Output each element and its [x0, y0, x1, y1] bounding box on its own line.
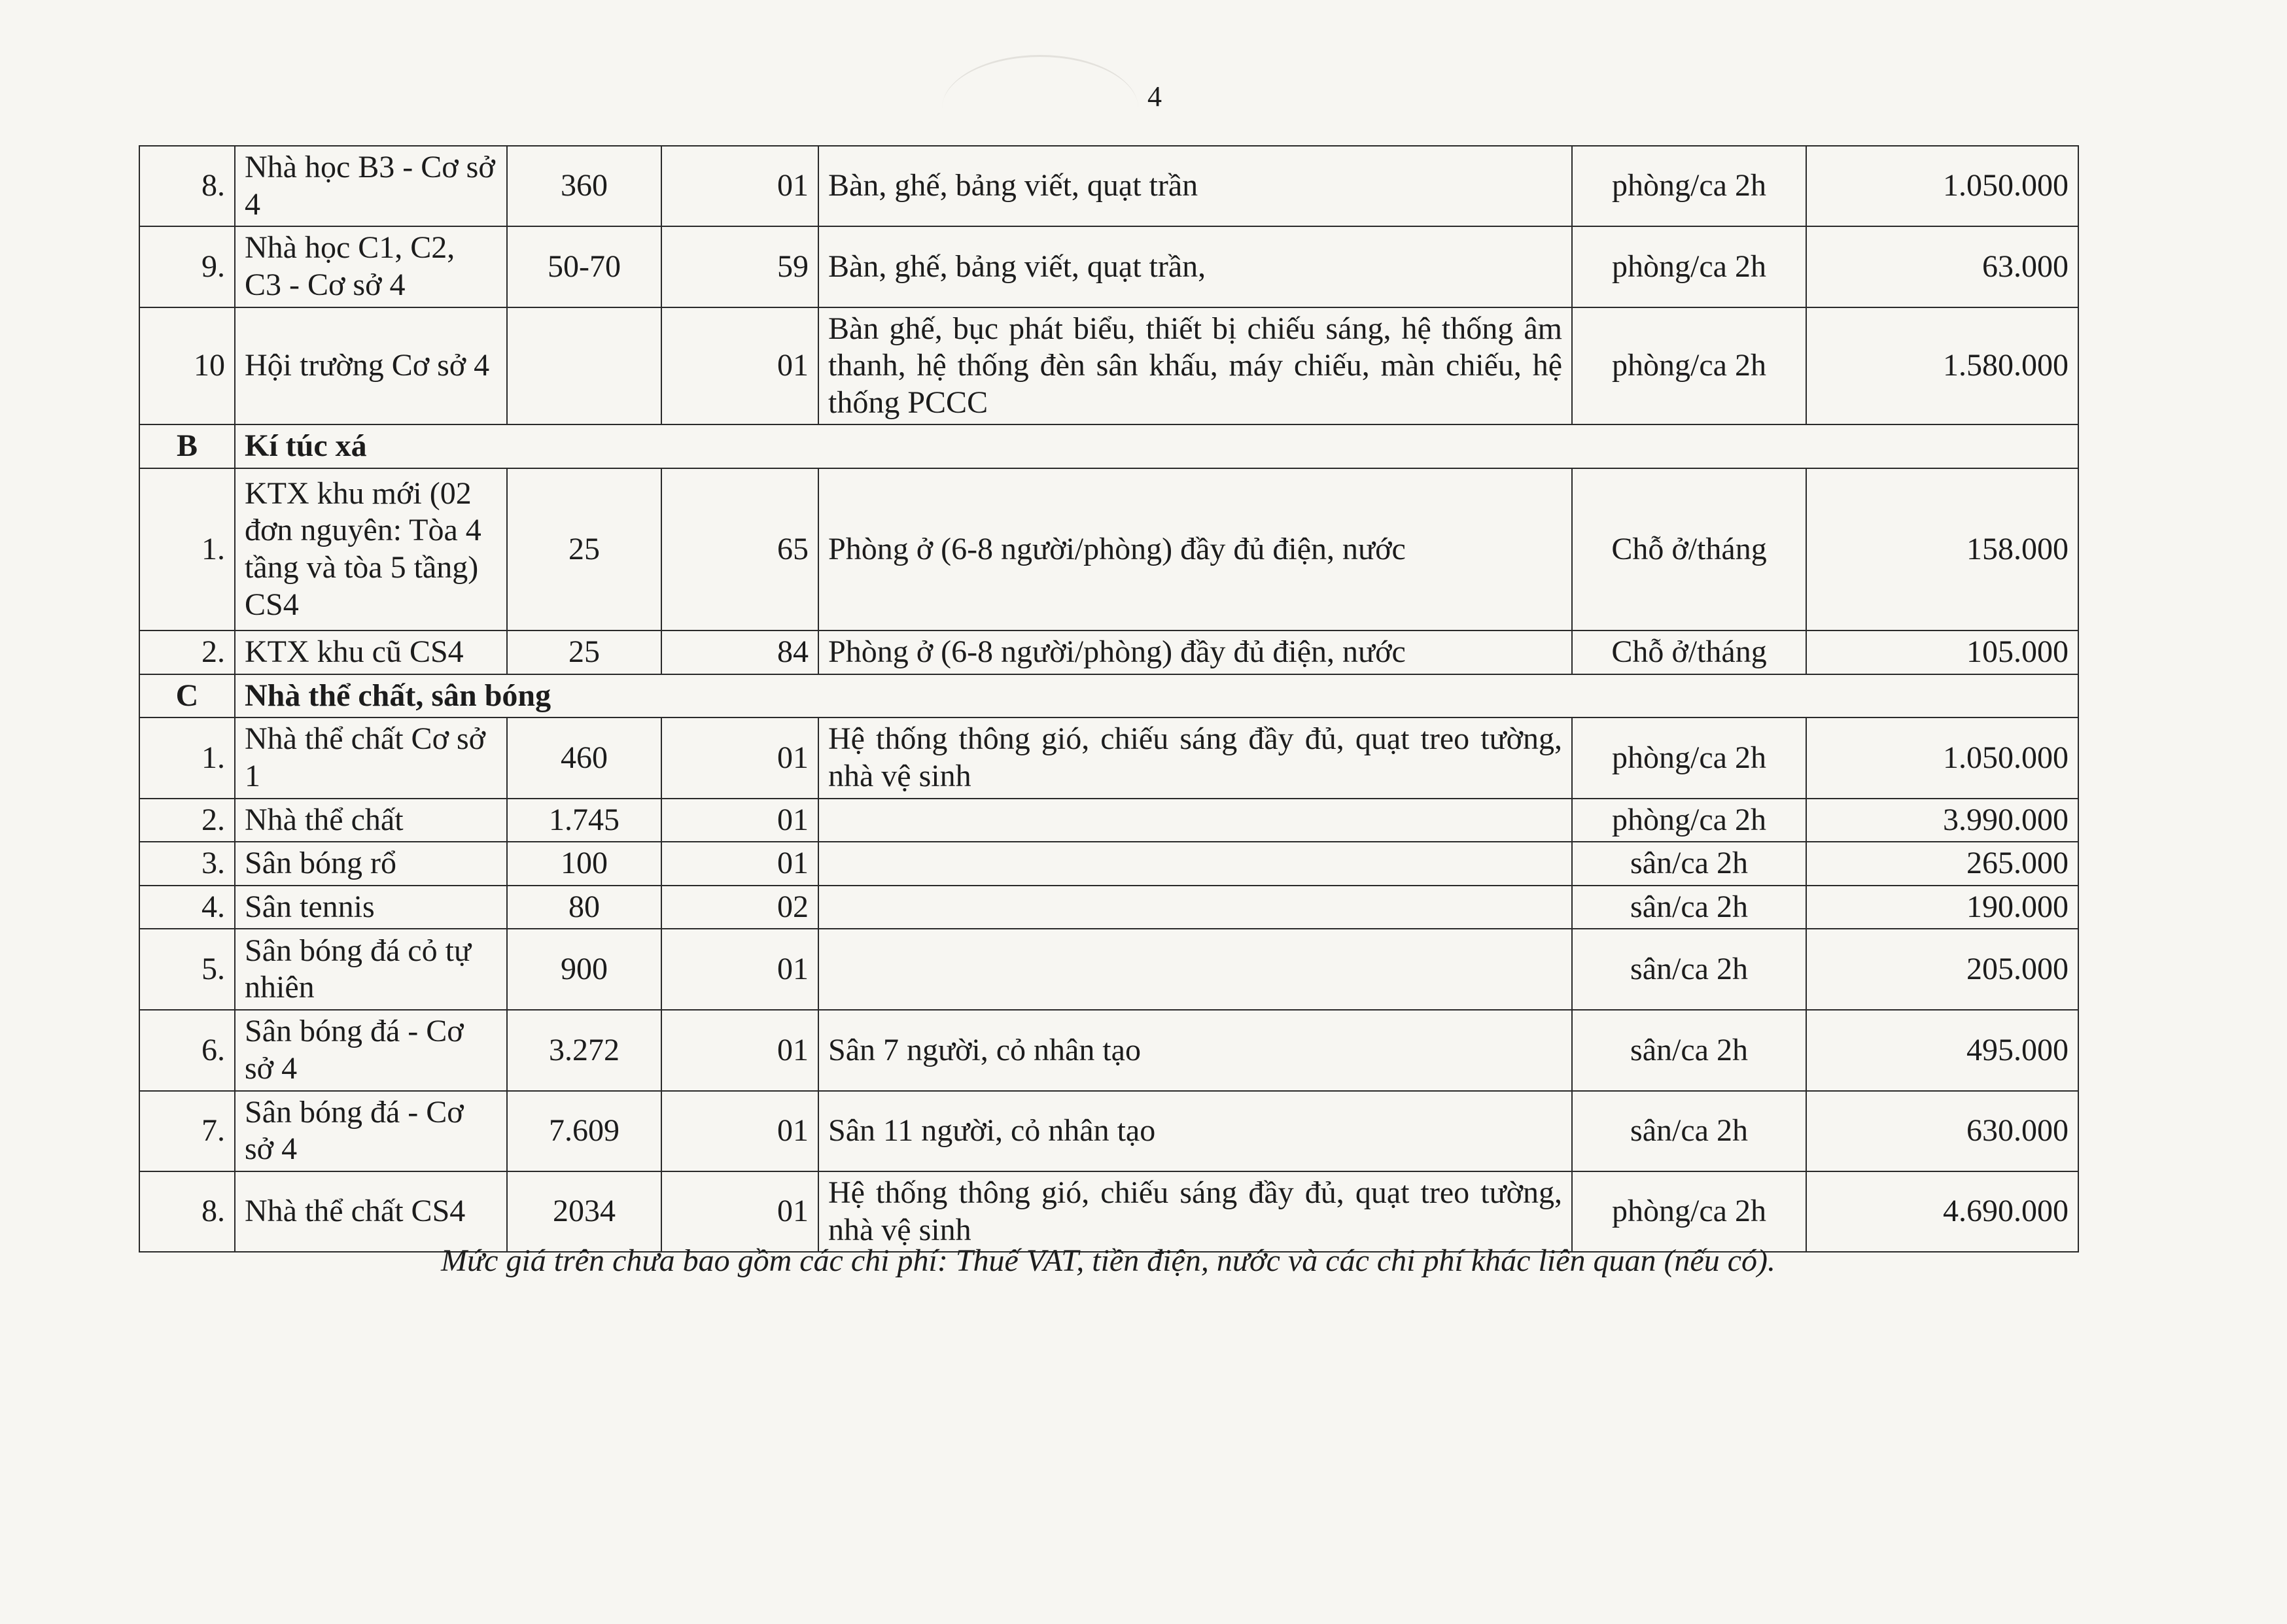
- price-value: 630.000: [1806, 1091, 2078, 1171]
- price-value: 158.000: [1806, 468, 2078, 631]
- quantity-value: 59: [661, 226, 818, 307]
- equipment-description: Bàn, ghế, bảng viết, quạt trần,: [818, 226, 1572, 307]
- unit-value: Chỗ ở/tháng: [1572, 468, 1806, 631]
- facility-name: KTX khu mới (02 đơn nguyên: Tòa 4 tầng và tòa 5 tầng) CS4: [235, 468, 507, 631]
- quantity-value: 01: [661, 307, 818, 425]
- unit-value: phòng/ca 2h: [1572, 717, 1806, 798]
- area-value: 25: [507, 468, 661, 631]
- area-value: 50-70: [507, 226, 661, 307]
- facility-name: Nhà học C1, C2, C3 - Cơ sở 4: [235, 226, 507, 307]
- table-row: [139, 1091, 2078, 1171]
- row-number: 3.: [139, 842, 235, 886]
- row-number: 8.: [139, 1171, 235, 1252]
- area-value: 25: [507, 631, 661, 674]
- row-number: 8.: [139, 146, 235, 226]
- facility-name: Hội trường Cơ sở 4: [235, 307, 507, 425]
- section-letter: B: [139, 424, 235, 468]
- quantity-value: 01: [661, 842, 818, 886]
- price-value: 4.690.000: [1806, 1171, 2078, 1252]
- row-number: 7.: [139, 1091, 235, 1171]
- price-value: 190.000: [1806, 886, 2078, 929]
- quantity-value: 02: [661, 886, 818, 929]
- equipment-description: Hệ thống thông gió, chiếu sáng đầy đủ, quạt treo tường, nhà vệ sinh: [818, 717, 1572, 798]
- facility-name: Nhà học B3 - Cơ sở 4: [235, 146, 507, 226]
- price-footnote: Mức giá trên chưa bao gồm các chi phí: Thuế VAT, tiền điện, nước và các chi phí khác liên quan (nếu có).: [440, 1243, 1776, 1278]
- unit-value: phòng/ca 2h: [1572, 146, 1806, 226]
- equipment-description: [818, 799, 1572, 842]
- facility-name: Sân bóng đá - Cơ sở 4: [235, 1010, 507, 1090]
- equipment-description: [818, 842, 1572, 886]
- row-number: 9.: [139, 226, 235, 307]
- quantity-value: 01: [661, 1171, 818, 1252]
- area-value: 80: [507, 886, 661, 929]
- facility-name: Sân bóng đá cỏ tự nhiên: [235, 929, 507, 1010]
- equipment-description: Hệ thống thông gió, chiếu sáng đầy đủ, quạt treo tường, nhà vệ sinh: [818, 1171, 1572, 1252]
- area-value: 2034: [507, 1171, 661, 1252]
- unit-value: phòng/ca 2h: [1572, 307, 1806, 425]
- area-value: 100: [507, 842, 661, 886]
- quantity-value: 01: [661, 1010, 818, 1090]
- quantity-value: 01: [661, 1091, 818, 1171]
- area-value: 900: [507, 929, 661, 1010]
- table-row: [139, 146, 2078, 226]
- area-value: 3.272: [507, 1010, 661, 1090]
- table-row: [139, 886, 2078, 929]
- unit-value: Chỗ ở/tháng: [1572, 631, 1806, 674]
- unit-value: phòng/ca 2h: [1572, 1171, 1806, 1252]
- table-body: [139, 146, 2078, 1252]
- table-row: [139, 631, 2078, 674]
- quantity-value: 84: [661, 631, 818, 674]
- row-number: 10: [139, 307, 235, 425]
- quantity-value: 01: [661, 929, 818, 1010]
- price-value: 1.580.000: [1806, 307, 2078, 425]
- price-value: 105.000: [1806, 631, 2078, 674]
- equipment-description: Sân 7 người, cỏ nhân tạo: [818, 1010, 1572, 1090]
- area-value: 360: [507, 146, 661, 226]
- unit-value: sân/ca 2h: [1572, 842, 1806, 886]
- price-value: 1.050.000: [1806, 146, 2078, 226]
- unit-value: sân/ca 2h: [1572, 1010, 1806, 1090]
- facility-fee-table: [139, 145, 2079, 1253]
- facility-name: Nhà thể chất CS4: [235, 1171, 507, 1252]
- row-number: 1.: [139, 717, 235, 798]
- section-letter: C: [139, 674, 235, 718]
- quantity-value: 65: [661, 468, 818, 631]
- equipment-description: Phòng ở (6-8 người/phòng) đầy đủ điện, nước: [818, 468, 1572, 631]
- equipment-description: Sân 11 người, cỏ nhân tạo: [818, 1091, 1572, 1171]
- area-value: [507, 307, 661, 425]
- section-title: Kí túc xá: [235, 424, 2078, 468]
- equipment-description: [818, 929, 1572, 1010]
- table-row: [139, 799, 2078, 842]
- table-row: [139, 1010, 2078, 1090]
- area-value: 1.745: [507, 799, 661, 842]
- price-value: 205.000: [1806, 929, 2078, 1010]
- table-row: [139, 929, 2078, 1010]
- table-row: [139, 468, 2078, 631]
- facility-name: Sân tennis: [235, 886, 507, 929]
- table-row: [139, 717, 2078, 798]
- equipment-description: Phòng ở (6-8 người/phòng) đầy đủ điện, nước: [818, 631, 1572, 674]
- section-header-row: [139, 674, 2078, 718]
- section-title: Nhà thể chất, sân bóng: [235, 674, 2078, 718]
- quantity-value: 01: [661, 799, 818, 842]
- equipment-description: Bàn ghế, bục phát biểu, thiết bị chiếu sáng, hệ thống âm thanh, hệ thống đèn sân khấu, máy chiếu, màn chiếu, hệ thống PCCC: [818, 307, 1572, 425]
- unit-value: sân/ca 2h: [1572, 1091, 1806, 1171]
- facility-name: Nhà thể chất Cơ sở 1: [235, 717, 507, 798]
- table-row: [139, 226, 2078, 307]
- price-value: 265.000: [1806, 842, 2078, 886]
- row-number: 5.: [139, 929, 235, 1010]
- page-number: 4: [1147, 80, 1162, 112]
- table-row: [139, 1171, 2078, 1252]
- facility-name: KTX khu cũ CS4: [235, 631, 507, 674]
- price-value: 1.050.000: [1806, 717, 2078, 798]
- unit-value: sân/ca 2h: [1572, 886, 1806, 929]
- row-number: 1.: [139, 468, 235, 631]
- area-value: 460: [507, 717, 661, 798]
- unit-value: phòng/ca 2h: [1572, 226, 1806, 307]
- price-value: 3.990.000: [1806, 799, 2078, 842]
- quantity-value: 01: [661, 146, 818, 226]
- table-row: [139, 307, 2078, 425]
- facility-name: Sân bóng đá - Cơ sở 4: [235, 1091, 507, 1171]
- equipment-description: Bàn, ghế, bảng viết, quạt trần: [818, 146, 1572, 226]
- row-number: 6.: [139, 1010, 235, 1090]
- equipment-description: [818, 886, 1572, 929]
- facility-name: Sân bóng rổ: [235, 842, 507, 886]
- quantity-value: 01: [661, 717, 818, 798]
- price-value: 495.000: [1806, 1010, 2078, 1090]
- section-header-row: [139, 424, 2078, 468]
- row-number: 2.: [139, 799, 235, 842]
- table-row: [139, 842, 2078, 886]
- area-value: 7.609: [507, 1091, 661, 1171]
- row-number: 2.: [139, 631, 235, 674]
- row-number: 4.: [139, 886, 235, 929]
- price-value: 63.000: [1806, 226, 2078, 307]
- facility-name: Nhà thể chất: [235, 799, 507, 842]
- unit-value: sân/ca 2h: [1572, 929, 1806, 1010]
- unit-value: phòng/ca 2h: [1572, 799, 1806, 842]
